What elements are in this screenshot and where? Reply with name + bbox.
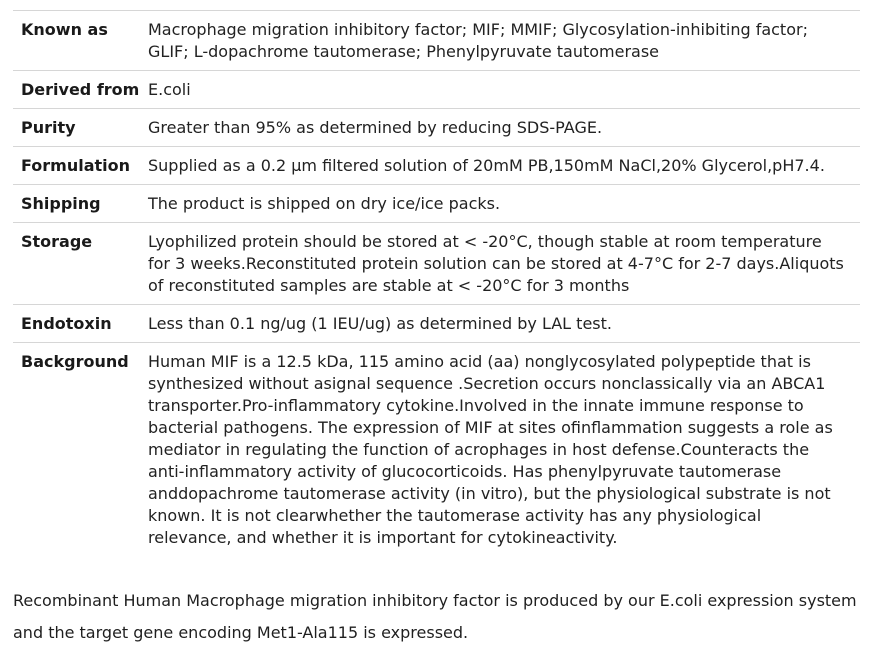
spec-row-shipping — [13, 185, 860, 223]
spec-value: Lyophilized protein should be stored at < -20°C, though stable at room temperature for 3 weeks.Reconstituted protein solution can be stored at 4-7°C for 2-7 days.Aliquots of reconstituted samples are stable at < -20°C for 3 months — [148, 232, 844, 295]
spec-row-background — [13, 343, 860, 556]
spec-value: Macrophage migration inhibitory factor; MIF; MMIF; Glycosylation-inhibiting factor; GLIF; L-dopachrome tautomerase; Phenylpyruvate tautomerase — [148, 20, 808, 61]
spec-label: Purity — [21, 118, 76, 137]
spec-value: Less than 0.1 ng/ug (1 IEU/ug) as determined by LAL test. — [148, 314, 612, 333]
spec-label: Derived from — [21, 80, 140, 99]
spec-row-storage — [13, 223, 860, 305]
spec-label: Endotoxin — [21, 314, 112, 333]
spec-label: Formulation — [21, 156, 131, 175]
spec-table — [13, 10, 860, 556]
spec-value: The product is shipped on dry ice/ice packs. — [148, 194, 501, 213]
spec-row-purity — [13, 109, 860, 147]
spec-row-formulation — [13, 147, 860, 185]
spec-value: Supplied as a 0.2 μm filtered solution of 20mM PB,150mM NaCl,20% Glycerol,pH7.4. — [148, 156, 825, 175]
spec-row-derived-from — [13, 71, 860, 109]
spec-label: Shipping — [21, 194, 101, 213]
spec-label: Known as — [21, 20, 108, 39]
spec-value: Human MIF is a 12.5 kDa, 115 amino acid (aa) nonglycosylated polypeptide that is synthesized without asignal sequence .Secretion occurs nonclassically via an ABCA1 transporter.Pro-inflammatory cytokine.Involved in the innate immune response to bacterial pathogens. The expression of MIF at sites ofinflammation suggests a role as mediator in regulating the function of acrophages in host defense.Counteracts the anti-inflammatory activity of glucocorticoids. Has phenylpyruvate tautomerase anddopachrome tautomerase activity (in vitro), but the physiological substrate is not known. It is not clearwhether the tautomerase activity has any physiological relevance, and whether it is important for cytokineactivity. — [148, 352, 833, 547]
spec-value: E.coli — [148, 80, 191, 99]
spec-value: Greater than 95% as determined by reducing SDS-PAGE. — [148, 118, 603, 137]
spec-label: Background — [21, 352, 129, 371]
spec-row-endotoxin — [13, 305, 860, 343]
spec-label: Storage — [21, 232, 93, 251]
spec-row-known-as — [13, 11, 860, 71]
product-description: Recombinant Human Macrophage migration inhibitory factor is produced by our E.coli expression system and the target gene encoding Met1-Ala115 is expressed. — [13, 591, 857, 642]
